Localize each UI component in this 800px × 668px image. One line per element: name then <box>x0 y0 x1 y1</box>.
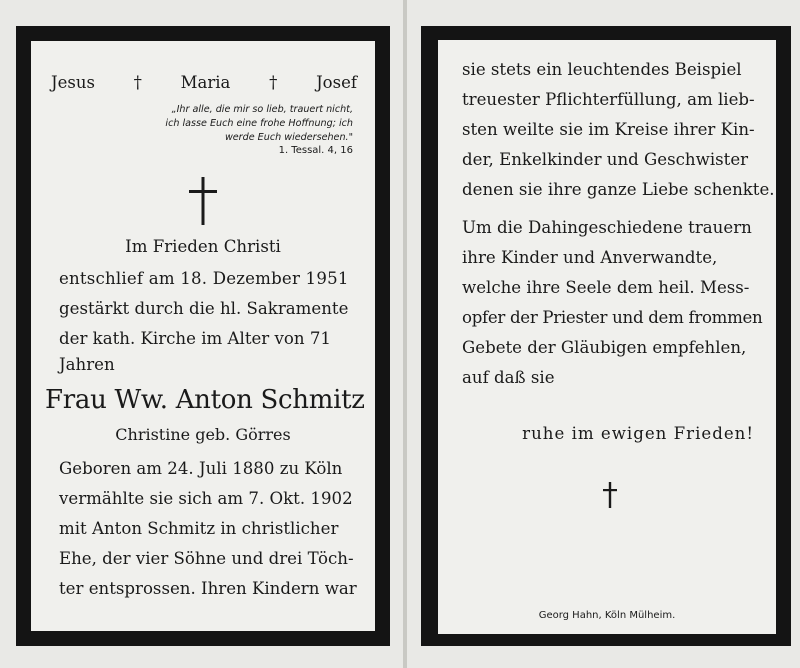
text-line: der, Enkelkinder und Geschwister <box>462 150 749 169</box>
closing-line: ruhe im ewigen Frieden! <box>522 424 754 443</box>
left-content-area <box>31 41 375 631</box>
cross-icon <box>602 482 618 508</box>
small-cross-1: † <box>133 73 142 92</box>
deceased-name: Frau Ww. Anton Schmitz <box>45 385 365 415</box>
quote-reference: 1. Tessal. 4, 16 <box>278 145 353 156</box>
death-line-4: Jahren <box>59 355 115 374</box>
bio-line-5: ter entsprossen. Ihren Kindern war <box>59 579 357 598</box>
right-content-area <box>438 40 776 634</box>
text-line: opfer der Priester und dem frommen <box>462 308 763 327</box>
text-line: treuester Pflichterfüllung, am lieb- <box>462 90 755 109</box>
intro-line: Im Frieden Christi <box>125 237 281 256</box>
bio-line-4: Ehe, der vier Söhne und drei Töch- <box>59 549 354 568</box>
bio-line-2: vermählte sie sich am 7. Okt. 1902 <box>59 489 353 508</box>
text-line: sten weilte sie im Kreise ihrer Kin- <box>462 120 755 139</box>
death-line-2: gestärkt durch die hl. Sakramente <box>59 299 349 318</box>
text-line: denen sie ihre ganze Liebe schenkte. <box>462 180 775 199</box>
card-fold <box>403 0 407 668</box>
name-maria: Maria <box>180 73 231 92</box>
quote-line: ich lasse Euch eine frohe Hoffnung; ich <box>165 117 353 129</box>
death-line-3: der kath. Kirche im Alter von 71 <box>59 329 331 348</box>
bio-line-3: mit Anton Schmitz in christlicher <box>59 519 339 538</box>
left-mourning-border <box>16 26 390 646</box>
text-line: auf daß sie <box>462 368 555 387</box>
name-josef: Josef <box>316 73 357 92</box>
text-line: ihre Kinder und Anverwandte, <box>462 248 718 267</box>
text-line: Um die Dahingeschiedene trauern <box>462 218 752 237</box>
text-line: Gebete der Gläubigen empfehlen, <box>462 338 747 357</box>
bible-quote <box>165 103 353 144</box>
bio-line-1: Geboren am 24. Juli 1880 zu Köln <box>59 459 343 478</box>
quote-line: „Ihr alle, die mir so lieb, trauert nicht, <box>171 104 353 115</box>
right-mourning-border <box>421 26 791 646</box>
cross-icon <box>189 177 217 225</box>
text-line: sie stets ein leuchtendes Beispiel <box>462 60 742 79</box>
quote-line: werde Euch wiedersehen." <box>224 131 353 143</box>
text-line: welche ihre Seele dem heil. Mess- <box>462 278 750 297</box>
small-cross-2: † <box>269 73 278 92</box>
maiden-name: Christine geb. Görres <box>115 425 291 444</box>
name-jesus: Jesus <box>51 73 95 92</box>
printer-imprint: Georg Hahn, Köln Mülheim. <box>538 610 676 621</box>
holy-names-line <box>51 73 357 92</box>
death-line-1: entschlief am 18. Dezember 1951 <box>59 269 349 288</box>
